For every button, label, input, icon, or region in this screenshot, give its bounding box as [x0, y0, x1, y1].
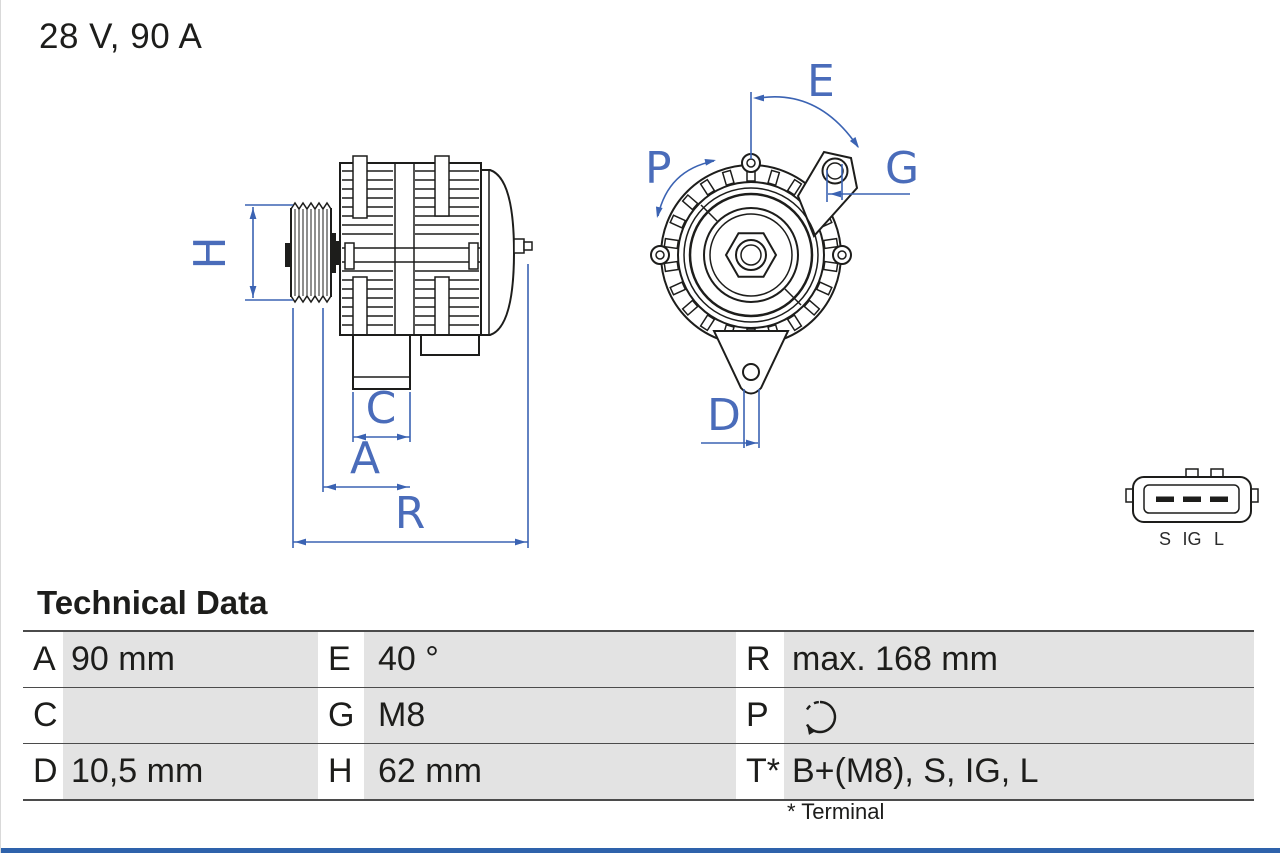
table-value-t: B+(M8), S, IG, L — [784, 744, 1254, 799]
technical-drawing — [1, 0, 1280, 580]
table-value-c — [63, 688, 318, 743]
dim-label-c: C — [365, 383, 397, 434]
table-value-a: 90 mm — [63, 632, 318, 687]
dim-label-d: D — [707, 390, 741, 441]
table-value-g: M8 — [364, 688, 736, 743]
technical-data-table — [23, 630, 1254, 801]
rating-title: 28 V, 90 A — [39, 17, 203, 56]
table-value-p — [784, 688, 1254, 743]
table-key-p: P — [736, 688, 784, 743]
connector-pin-label-l: L — [1213, 529, 1225, 549]
connector-pin — [1183, 497, 1201, 503]
pulley — [285, 203, 340, 302]
dim-label-a: A — [349, 433, 381, 484]
dim-label-r: R — [394, 488, 426, 539]
table-key-e: E — [318, 632, 364, 687]
connector-pin — [1210, 497, 1228, 503]
table-value-h: 62 mm — [364, 744, 736, 799]
terminal-footnote: * Terminal — [787, 799, 885, 824]
connector-pin-label-s: S — [1158, 529, 1172, 549]
connector-diagram — [1126, 469, 1258, 549]
table-value-e: 40 ° — [364, 632, 736, 687]
dim-label-p: P — [645, 143, 672, 194]
table-row — [23, 744, 1254, 799]
footer-accent-bar — [1, 848, 1280, 853]
table-key-c: C — [23, 688, 63, 743]
table-key-a: A — [23, 632, 63, 687]
table-value-d: 10,5 mm — [63, 744, 318, 799]
alternator-side-view — [285, 156, 532, 389]
dim-label-g: G — [885, 143, 920, 194]
table-key-r: R — [736, 632, 784, 687]
technical-data-heading: Technical Data — [37, 584, 268, 621]
rear-terminal — [514, 239, 532, 253]
table-key-t: T* — [736, 744, 784, 799]
table-key-h: H — [318, 744, 364, 799]
table-row — [23, 688, 1254, 744]
table-row — [23, 632, 1254, 688]
bottom-mounting-lug — [714, 331, 788, 394]
table-value-r: max. 168 mm — [784, 632, 1254, 687]
rotation-direction-icon — [798, 695, 842, 739]
table-key-d: D — [23, 744, 63, 799]
table-key-g: G — [318, 688, 364, 743]
connector-pin-label-ig: IG — [1182, 529, 1202, 549]
dim-label-e: E — [807, 56, 835, 107]
connector-pin — [1156, 497, 1174, 503]
alternator-front-view — [651, 152, 857, 394]
dim-label-h: H — [185, 236, 236, 270]
